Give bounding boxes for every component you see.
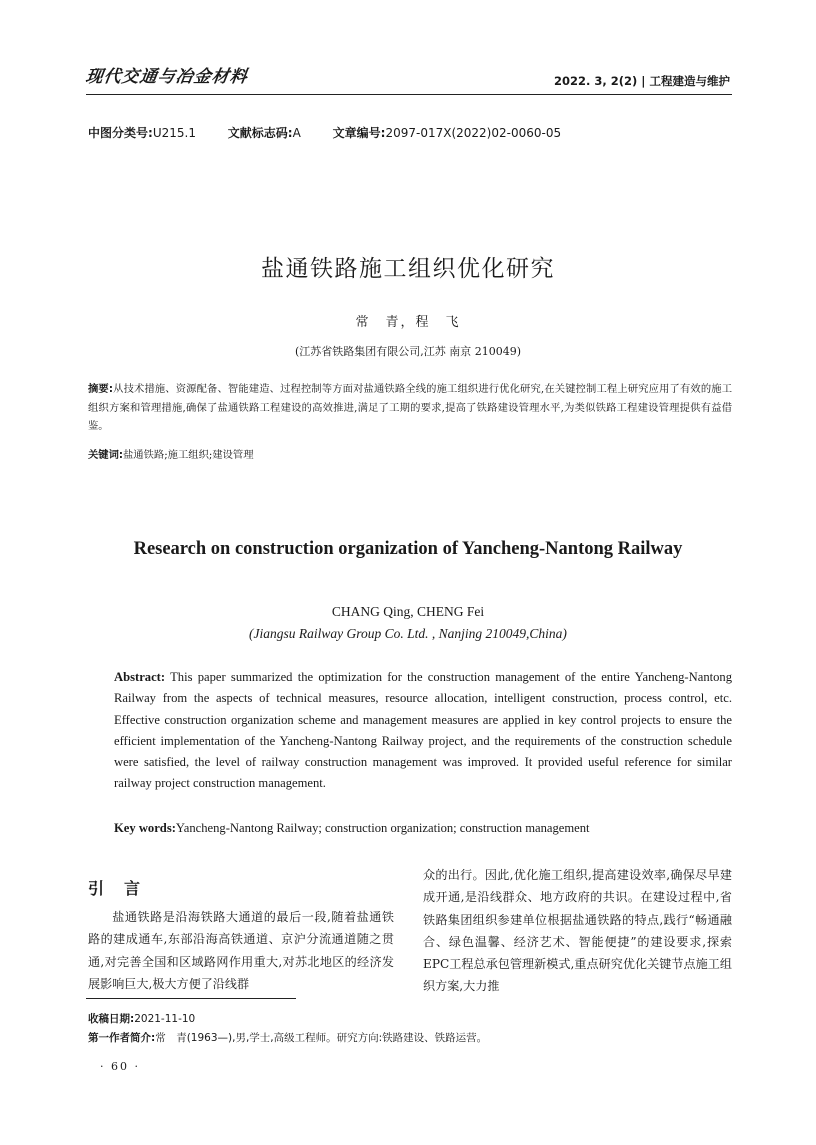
english-keywords [114, 821, 590, 836]
header-rule [86, 94, 732, 95]
body-right-column: 众的出行。因此,优化施工组织,提高建设效率,确保尽早建成开通,是沿线群众、地方政府的共识。在建设过程中,省铁路集团组织参建单位根据盐通铁路的特点,践行“畅通融合、绿色温馨、经济艺术、智能便捷”的建设要求,探索EPC工程总承包管理新模式,重点研究优化关键节点施工组织方案,大力推 [423, 868, 732, 994]
english-abstract-label: Abstract: [114, 670, 166, 684]
page-number: · 60 · [100, 1060, 140, 1073]
author-bio-value: 常 青(1963—),男,学士,高级工程师。研究方向:铁路建设、铁路运营。 [155, 1032, 488, 1044]
english-authors: CHANG Qing, CHENG Fei [331, 604, 485, 619]
english-affiliation: (Jiangsu Railway Group Co. Ltd. , Nanjing 210049,China) [249, 626, 567, 641]
received-label: 收稿日期: [88, 1013, 135, 1025]
author-bio-label: 第一作者简介: [88, 1032, 156, 1044]
chinese-keywords-text: 盐通铁路;施工组织;建设管理 [123, 449, 254, 461]
english-keywords-label: Key words: [114, 821, 176, 835]
footnote-rule [86, 998, 296, 999]
received-date-note [88, 1011, 195, 1026]
chinese-keywords [88, 446, 254, 461]
section-heading-introduction: 引言 [88, 879, 161, 898]
article-number-value: 2097-017X(2022)02-0060-05 [385, 126, 562, 140]
issue-info: 2022. 3, 2(2) | 工程建造与维护 [554, 74, 730, 88]
chinese-abstract [88, 380, 732, 436]
english-keywords-text: Yancheng-Nantong Railway; construction organization; construction management [175, 821, 590, 835]
english-abstract [114, 667, 732, 795]
journal-logo: 现代交通与冶金材料 [84, 67, 250, 87]
clc-value: U215.1 [152, 126, 196, 140]
english-title: Research on construction organization of Yancheng-Nantong Railway [133, 539, 683, 559]
english-abstract-text: This paper summarized the optimization for the construction management of the entire Yancheng-Nantong Railway from the aspects of technical measures, resource allocation, intelligent construction, process control, etc. Effective construction organization scheme and management measures are applied in key control projects to ensure the efficient implementation of the Yancheng-Nantong Railway project, and the requirements of the construction schedule were satisfied, the level of railway construction management was improved. It provided useful reference for similar railway project construction management. [114, 670, 733, 791]
chinese-authors: 常 青，程 飞 [355, 315, 461, 330]
clc-label: 中图分类号: [88, 126, 153, 140]
doc-code-value: A [292, 126, 301, 140]
chinese-title: 盐通铁路施工组织优化研究 [261, 256, 555, 282]
doc-code-label: 文献标志码: [227, 126, 293, 140]
author-bio-note [88, 1030, 487, 1045]
chinese-affiliation: (江苏省铁路集团有限公司,江苏 南京 210049) [294, 345, 522, 358]
classification-line [88, 124, 561, 141]
body-left-column: 盐通铁路是沿海铁路大通道的最后一段,随着盐通铁路的建成通车,东部沿海高铁通道、京沪分流通道随之贯通,对完善全国和区域路网作用重大,对苏北地区的经济发展影响巨大,极大方便了沿线群 [88, 910, 394, 991]
received-value: 2021-11-10 [134, 1013, 196, 1025]
chinese-abstract-text: 从技术措施、资源配备、智能建造、过程控制等方面对盐通铁路全线的施工组织进行优化研究,在关键控制工程上研究应用了有效的施工组织方案和管理措施,确保了盐通铁路工程建设的高效推进,满足了工期的要求,提高了铁路建设管理水平,为类似铁路工程建设管理提供有益借鉴。 [88, 383, 732, 432]
chinese-keywords-label: 关键词: [88, 449, 124, 461]
article-number-label: 文章编号: [332, 126, 386, 140]
chinese-abstract-label: 摘要: [88, 383, 113, 395]
